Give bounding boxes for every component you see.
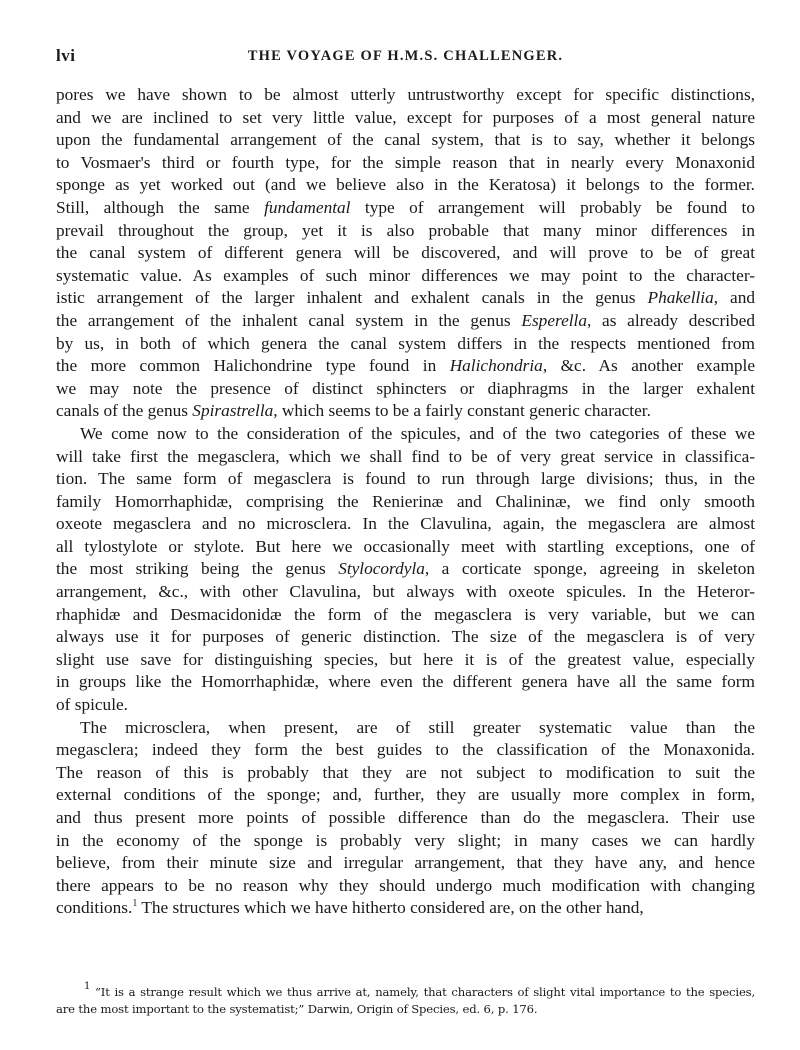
text-line bbox=[56, 400, 755, 423]
text-line bbox=[56, 784, 755, 807]
text-run: , a corticate sponge, agreeing in skeleton bbox=[424, 559, 755, 579]
text-line bbox=[56, 129, 755, 152]
text-run: the arrangement of the inhalent canal system in the genus bbox=[56, 310, 522, 330]
text-run: in groups like the Homorrhaphidæ, where even the different genera have all the same form bbox=[56, 672, 755, 692]
footnote-reference: 1 bbox=[132, 898, 138, 910]
text-run: slight use save for distinguishing species, but here it is of the greatest value, especially bbox=[56, 649, 755, 669]
text-run: always use it for purposes of generic distinction. The size of the megasclera is of very bbox=[56, 627, 755, 647]
text-line bbox=[56, 220, 755, 243]
text-run: systematic value. As examples of such minor differences we may point to the character- bbox=[56, 265, 755, 285]
genus-name: fundamental bbox=[264, 197, 351, 217]
text-run: of spicule. bbox=[56, 695, 128, 715]
text-run: arrangement, &c., with other Clavulina, but always with oxeote spicules. In the Heteror- bbox=[56, 582, 755, 602]
text-run: external conditions of the sponge; and, further, they are usually more complex in form, bbox=[56, 785, 755, 805]
text-run: , as already described bbox=[586, 310, 755, 330]
text-line bbox=[56, 671, 755, 694]
text-line bbox=[56, 378, 755, 401]
text-line bbox=[56, 287, 755, 310]
text-run: upon the fundamental arrangement of the canal system, that is to say, whether it belongs bbox=[56, 130, 755, 150]
text-line bbox=[56, 333, 755, 356]
text-run: by us, in both of which genera the canal system differs in the respects mentioned from bbox=[56, 333, 755, 353]
text-run: to Vosmaer's third or fourth type, for the simple reason that in nearly every Monaxonid bbox=[56, 152, 755, 172]
genus-name: Phakellia bbox=[647, 288, 714, 308]
text-line bbox=[56, 536, 755, 559]
text-line bbox=[56, 830, 755, 853]
running-head bbox=[56, 46, 755, 68]
text-line bbox=[56, 875, 755, 898]
text-run: and thus present more points of possible difference than do the megasclera. Their use bbox=[56, 808, 755, 827]
text-run: the most striking being the genus bbox=[56, 559, 339, 579]
text-run: we may note the presence of distinct sphincters or diaphragms in the larger exhalent bbox=[56, 378, 755, 398]
text-run: sponge as yet worked out (and we believe also in the Keratosa) it belongs to the former. bbox=[56, 175, 755, 195]
text-run: The reason of this is probably that they are not subject to modification to suit the bbox=[56, 762, 755, 782]
text-run: istic arrangement of the larger inhalent and exhalent canals in the genus bbox=[56, 288, 648, 308]
text-line bbox=[56, 152, 755, 175]
text-run: prevail throughout the group, yet it is also probable that many minor differences in bbox=[56, 220, 755, 240]
text-run: the more common Halichondrine type found in bbox=[56, 356, 450, 376]
text-line bbox=[56, 513, 755, 536]
page-number: lvi bbox=[56, 46, 76, 65]
body-text bbox=[56, 84, 755, 920]
text-run: The microsclera, when present, are of still greater systematic value than the bbox=[80, 717, 755, 737]
text-run: The structures which we have hitherto considered are, on the other hand, bbox=[137, 898, 644, 918]
text-line bbox=[56, 649, 755, 672]
text-line bbox=[56, 355, 755, 378]
text-run: all tylostylote or stylote. But here we occasionally meet with startling exceptions, one of bbox=[56, 536, 755, 556]
text-run: believe, from their minute size and irregular arrangement, that they have any, and hence bbox=[56, 853, 755, 873]
text-line bbox=[56, 242, 755, 265]
text-line bbox=[56, 265, 755, 288]
text-run: will take first the megasclera, which we shall find to be of very great service in classifica- bbox=[56, 446, 755, 466]
text-line bbox=[56, 197, 755, 220]
text-run: , and bbox=[713, 288, 755, 308]
text-line bbox=[56, 558, 755, 581]
footnote-line: 1 “It is a strange result which we thus arrive at, namely, that characters of slight vital importance to the species, bbox=[84, 981, 755, 999]
text-line bbox=[56, 626, 755, 649]
text-line bbox=[56, 446, 755, 469]
text-run: type of arrangement will probably be found to bbox=[350, 197, 756, 217]
text-run: canals of the genus bbox=[56, 401, 193, 421]
text-run: pores we have shown to be almost utterly untrustworthy except for specific distinctions, bbox=[56, 85, 755, 104]
text-run: We come now to the consideration of the spicules, and of the two categories of these we bbox=[80, 423, 755, 443]
text-run: tion. The same form of megasclera is found to run through large divisions; thus, in the bbox=[56, 469, 755, 489]
genus-name: Spirastrella bbox=[192, 401, 274, 421]
text-line bbox=[56, 604, 755, 627]
text-line bbox=[56, 694, 755, 717]
text-run: megasclera; indeed they form the best guides to the classification of the Monaxonida. bbox=[56, 740, 755, 760]
text-line bbox=[56, 581, 755, 604]
text-run: and we are inclined to set very little value, except for purposes of a most general nature bbox=[56, 107, 755, 127]
text-run: , which seems to be a fairly constant generic character. bbox=[273, 401, 651, 421]
text-run: Still, although the same bbox=[56, 197, 265, 217]
genus-name: Esperella bbox=[521, 310, 587, 330]
text-line bbox=[56, 310, 755, 333]
text-line bbox=[56, 423, 755, 446]
text-run: , &c. As another example bbox=[542, 356, 756, 376]
footnote bbox=[56, 981, 755, 1018]
genus-name: Halichondria bbox=[449, 356, 543, 376]
text-line bbox=[56, 897, 755, 920]
text-run: conditions. bbox=[56, 898, 133, 918]
text-run: family Homorrhaphidæ, comprising the Renierinæ and Chalininæ, we find only smooth bbox=[56, 491, 755, 511]
text-line bbox=[56, 174, 755, 197]
text-line bbox=[56, 107, 755, 130]
text-line bbox=[56, 762, 755, 785]
text-run: in the economy of the sponge is probably very slight; in many cases we can hardly bbox=[56, 830, 755, 850]
text-line bbox=[56, 739, 755, 762]
text-run: there appears to be no reason why they should undergo much modification with changing bbox=[56, 875, 755, 895]
text-line bbox=[56, 84, 755, 107]
text-line bbox=[56, 852, 755, 875]
footnote-line: are the most important to the systematist;” Darwin, Origin of Species, ed. 6, p. 176. bbox=[56, 1002, 538, 1016]
text-line bbox=[56, 717, 755, 740]
genus-name: Stylocordyla bbox=[338, 559, 425, 579]
text-run: oxeote megasclera and no microsclera. In the Clavulina, again, the megasclera are almost bbox=[56, 514, 755, 534]
footnote-marker: 1 bbox=[84, 981, 91, 992]
running-title: THE VOYAGE OF H.M.S. CHALLENGER. bbox=[247, 48, 564, 64]
text-line bbox=[56, 807, 755, 830]
text-line bbox=[56, 491, 755, 514]
text-run: the canal system of different genera will be discovered, and will prove to be of great bbox=[56, 243, 755, 263]
text-line bbox=[56, 468, 755, 491]
text-run: rhaphidæ and Desmacidonidæ the form of the megasclera is very variable, but we can bbox=[56, 604, 755, 624]
